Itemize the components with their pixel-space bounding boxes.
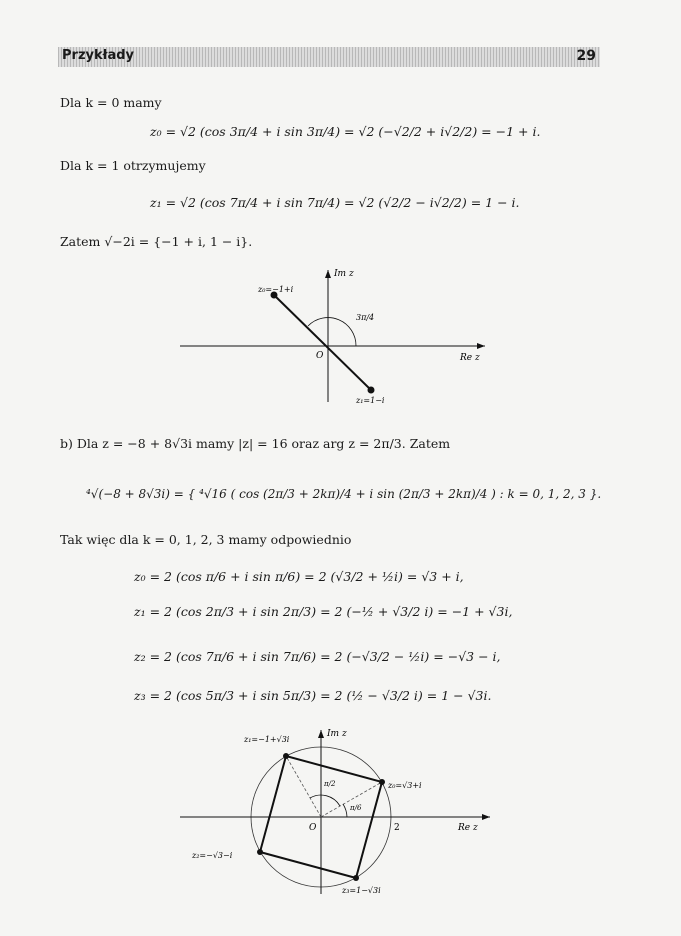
page-number: 29: [576, 48, 596, 64]
part-b-intro: b) Dla z = −8 + 8√3i mamy |z| = 16 oraz arg z = 2π/3. Zatem: [60, 436, 451, 451]
imaginary-axis-arrow: [318, 730, 324, 738]
fourth-root-formula: ⁴√(−8 + 8√3i) = { ⁴√16 ( cos (2π/3 + 2kπ)/4 + i sin (2π/3 + 2kπ)/4 ) : k = 0, 1, 2, 3 }.: [86, 487, 602, 501]
text-line-cases: Tak więc dla k = 0, 1, 2, 3 mamy odpowiednio: [60, 532, 352, 547]
angle-arc-b: [343, 804, 347, 817]
re-axis-label: Re z: [460, 353, 480, 363]
figure-roots-of-minus-2i: [170, 262, 490, 412]
segment-z0-z1: [274, 295, 371, 390]
section-title: Przykłady: [62, 48, 135, 63]
equation-b-z2: z₂ = 2 (cos 7π/6 + i sin 7π/6) = 2 (−√3/2 − ½i) = −√3 − i,: [134, 649, 501, 664]
text-line-result: Zatem √−2i = {−1 + i, 1 − i}.: [60, 234, 253, 249]
label-z3: z₃=1−√3i: [342, 886, 381, 895]
equation-z1: z₁ = √2 (cos 7π/4 + i sin 7π/4) = √2 (√2/2 − i√2/2) = 1 − i.: [150, 195, 520, 210]
point-z0: [379, 779, 385, 785]
text-line-k0: Dla k = 0 mamy: [60, 95, 162, 110]
equation-z0: z₀ = √2 (cos 3π/4 + i sin 3π/4) = √2 (−√2/2 + i√2/2) = −1 + i.: [150, 124, 541, 139]
equation-b-z3: z₃ = 2 (cos 5π/3 + i sin 5π/3) = 2 (½ − √3/2 i) = 1 − √3i.: [134, 688, 492, 703]
radius-tick-label: 2: [394, 823, 400, 833]
label-z0: z₀=−1+i: [258, 285, 294, 294]
angle-label-b: π/6: [350, 804, 362, 812]
label-z1: z₁=1−i: [356, 396, 385, 405]
figure-fourth-roots: [172, 722, 502, 902]
real-axis-arrow: [482, 814, 490, 820]
label-z0: z₀=√3+i: [388, 781, 422, 790]
imaginary-axis-arrow: [325, 270, 331, 278]
point-z2: [257, 849, 263, 855]
angle-arc-a: [310, 795, 340, 806]
point-z1: [283, 753, 289, 759]
origin-label: O: [309, 823, 317, 833]
angle-arc: [308, 318, 356, 346]
im-axis-label: Im z: [327, 729, 347, 739]
point-z1: [368, 387, 375, 394]
angle-label-a: π/2: [324, 780, 336, 788]
equation-b-z1: z₁ = 2 (cos 2π/3 + i sin 2π/3) = 2 (−½ + √3/2 i) = −1 + √3i,: [134, 604, 513, 619]
label-z1: z₁=−1+√3i: [244, 735, 290, 744]
equation-b-z0: z₀ = 2 (cos π/6 + i sin π/6) = 2 (√3/2 + ½i) = √3 + i,: [134, 569, 464, 584]
text-line-k1: Dla k = 1 otrzymujemy: [60, 158, 206, 173]
angle-label: 3π/4: [356, 313, 375, 322]
label-z2: z₂=−√3−i: [192, 851, 233, 860]
running-header: [58, 47, 600, 67]
real-axis-arrow: [477, 343, 485, 349]
radius-to-z1: [286, 756, 321, 817]
origin-label: O: [316, 351, 324, 361]
re-axis-label: Re z: [458, 823, 478, 833]
point-z3: [353, 875, 359, 881]
im-axis-label: Im z: [334, 269, 354, 279]
